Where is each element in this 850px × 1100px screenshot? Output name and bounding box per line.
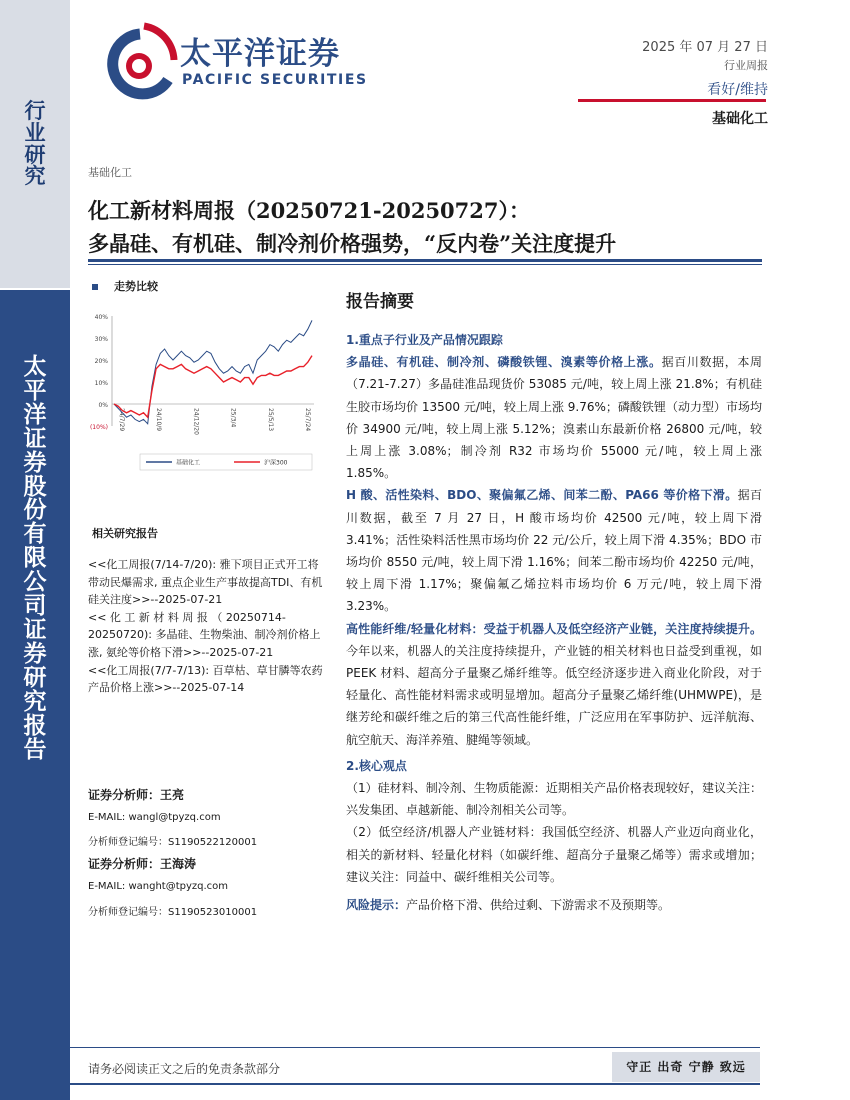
company-logo (100, 20, 368, 110)
chart-legend-label: 沪深300 (264, 459, 288, 467)
section-1-title: 1.重点子行业及产品情况跟踪 (346, 333, 503, 347)
materials-highlight: 高性能纤维/轻量化材料：受益于机器人及低空经济产业链，关注度持续提升。 (346, 621, 762, 636)
chart-y-tick-label: 10% (94, 380, 108, 387)
related-item[interactable]: <<化工周报(7/7-7/13): 百草枯、草甘膦等农药产品价格上涨>>--2025-07-14 (88, 663, 323, 695)
title-divider-thin (88, 264, 762, 265)
motto: 守正 出奇 宁静 致远 (612, 1052, 760, 1082)
risk-highlight: 风险提示： (346, 898, 407, 913)
risk-paragraph (346, 894, 762, 916)
view-item: （2）低空经济/机器人产业链材料：我国低空经济、机器人产业迈向商业化，相关的新材料、轻量化材料（如碳纤维、超高分子量聚乙烯等）需求或增加；建议关注：同益中、碳纤维相关公司等。 (346, 825, 762, 884)
analyst-reg: 分析师登记编号：S1190523010001 (88, 907, 258, 918)
paragraph-price-down (346, 484, 762, 617)
paragraph-price-up (346, 351, 762, 484)
price-down-text: 据百川数据，截至 7 月 27 日，H 酸市场均价 42500 元/吨，较上周下滑 3.41%；活性染料活性黑市场均价 22 元/公斤，较上周下滑 4.35%；BDO 市场均价 8550 元/吨，较上周下滑 1.16%；间苯二酚市场均价 42250 元/吨，较上周下滑 1.17%；聚偏氟乙烯拉料市场均价 6 万元/吨，较上周下滑 3.23%。 (346, 488, 762, 614)
chart-y-tick-label: 20% (94, 358, 108, 365)
rating: 看好/维持 (707, 82, 768, 98)
chart-x-tick-label: 25/7/24 (304, 408, 311, 432)
related-heading: 相关研究报告 (92, 527, 158, 540)
category-label: 基础化工 (88, 166, 132, 179)
risk-text: 产品价格下滑、供给过剩、下游需求不及预期等。 (406, 898, 671, 913)
chart-y-tick-label: (10%) (89, 424, 108, 431)
footer-divider (70, 1047, 760, 1048)
chart-y-tick-label: 40% (94, 314, 108, 321)
paragraph-materials (346, 618, 762, 751)
report-type: 行业周报 (724, 59, 768, 72)
title-divider (88, 259, 762, 262)
trend-heading (92, 278, 158, 294)
summary-heading: 报告摘要 (346, 292, 414, 312)
footer-bar (70, 1083, 760, 1085)
report-date: 2025 年 07 月 27 日 (642, 40, 768, 55)
analyst-name: 证券分析师：王亮 (88, 788, 185, 802)
related-item[interactable]: << 化 工 新 材 料 周 报 （ 20250714-20250720): 多晶硅、生物柴油、制冷剂价格上涨, 氨纶等价格下滑>>--2025-07-21 (88, 610, 321, 659)
section-2-title: 2.核心观点 (346, 758, 407, 773)
chart-x-tick-label: 24/12/20 (192, 408, 200, 435)
chart-x-tick-label: 24/7/29 (118, 408, 125, 432)
price-down-highlight: H 酸、活性染料、BDO、聚偏氟乙烯、间苯二酚、PA66 等价格下滑。 (346, 488, 738, 503)
view-item: （1）硅材料、制冷剂、生物质能源：近期相关产品价格表现较好，建议关注：兴发集团、卓越新能、制冷剂相关公司等。 (346, 781, 762, 818)
trend-chart (82, 308, 324, 478)
analyst-email[interactable]: E-MAIL: wanght@tpyzq.com (88, 881, 229, 892)
logo-mark-icon (100, 20, 178, 110)
related-item[interactable]: <<化工周报(7/14-7/20): 雅下项目正式开工将带动民爆需求, 重点企业生产事故提高TDI、有机硅关注度>>--2025-07-21 (88, 558, 323, 607)
chart-series-line (114, 356, 312, 418)
logo-en-text: PACIFIC SECURITIES (182, 72, 368, 88)
sidebar-top-label: 行 业 研 究 (24, 98, 46, 189)
disclaimer-text: 请务必阅读正文之后的免责条款部分 (88, 1062, 281, 1076)
chart-legend-label: 基础化工 (176, 459, 201, 467)
trend-chart-svg (82, 308, 324, 478)
chart-x-tick-label: 24/10/9 (155, 408, 163, 432)
logo-cn-text: 太平洋证券 (180, 36, 340, 72)
analyst-name: 证券分析师：王海涛 (88, 857, 197, 871)
chart-y-tick-label: 30% (94, 336, 108, 343)
chart-x-tick-label: 25/3/4 (229, 408, 237, 428)
chart-y-tick-label: 0% (98, 402, 108, 409)
analyst-reg: 分析师登记编号：S1190522120001 (88, 837, 258, 848)
report-title-line2: 多晶硅、有机硅、制冷剂价格强势，“反内卷”关注度提升 (88, 231, 617, 256)
chart-series-line (114, 320, 312, 423)
materials-text: 今年以来，机器人的关注度持续提升，产业链的相关材料也日益受到重视，如 PEEK 材料、超高分子量聚乙烯纤维等。低空经济逐步进入商业化阶段，对于轻量化、高性能材料需求或明显增加。超高分子量聚乙烯纤维(UHMWPE)，是继芳纶和碳纤维之后的第三代高性能纤维，广泛应用在军事防护、远洋航海、航空航天、海洋养殖、腱绳等领域。 (346, 643, 762, 747)
sidebar-company-label: 太 平 洋 证 券 股 份 有 限 公 司 证 券 研 究 报 告 (23, 353, 47, 763)
analyst-email[interactable]: E-MAIL: wangl@tpyzq.com (88, 812, 221, 823)
related-list (88, 556, 328, 697)
report-title-line1: 化工新材料周报（20250721-20250727）： (88, 198, 531, 223)
chart-x-tick-label: 25/5/13 (266, 408, 274, 432)
square-bullet-icon (92, 284, 98, 290)
trend-heading-text: 走势比较 (114, 280, 158, 293)
price-up-highlight: 多晶硅、有机硅、制冷剂、磷酸铁锂、溴素等价格上涨。 (346, 355, 662, 370)
sidebar-divider (0, 288, 70, 290)
price-up-text: 据百川数据，本周（7.21-7.27）多晶硅准品现货价 53085 元/吨，较上周上涨 21.8%；有机硅生胶市场均价 13500 元/吨，较上周上涨 9.76%；磷酸铁锂（动力型）市场均价 34900 元/吨，较上周上涨 5.12%；溴素山东最新价格 26800 元/吨，较上周上涨 3.08%；制冷剂 R32 市场均价 55000 元/吨，较上周上涨 1.85%。 (346, 355, 762, 481)
rating-underline (578, 99, 766, 102)
industry-label: 基础化工 (712, 111, 768, 127)
summary-body (346, 329, 762, 916)
